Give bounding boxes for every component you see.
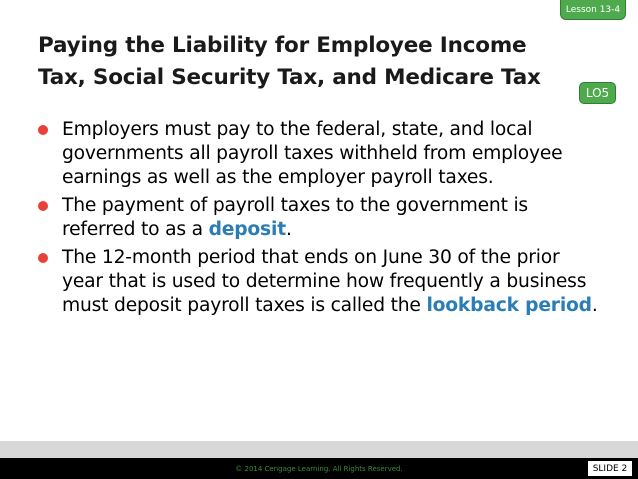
slide-title: Paying the Liability for Employee Income Tax, Social Security Tax, and Medicare Tax bbox=[38, 33, 541, 90]
key-term-lookback-period: lookback period bbox=[426, 295, 592, 316]
footer-divider bbox=[0, 441, 638, 458]
copyright-text: © 2014 Cengage Learning. All Rights Reserved. bbox=[235, 464, 403, 473]
lesson-badge: Lesson 13-4 bbox=[560, 0, 626, 20]
bullet-text-end: . bbox=[591, 295, 598, 316]
bullet-list bbox=[38, 118, 598, 322]
bullet-item bbox=[38, 118, 598, 190]
bullet-dot-icon bbox=[38, 201, 48, 211]
learning-objective-badge: LO5 bbox=[579, 82, 616, 104]
key-term-deposit: deposit bbox=[208, 219, 286, 240]
bullet-item bbox=[38, 246, 598, 318]
bullet-text: Employers must pay to the federal, state, and local governments all payroll taxes withheld from employee earnings as well as the employer payroll taxes. bbox=[62, 119, 563, 188]
footer-bar bbox=[0, 458, 638, 479]
slide-number: SLIDE 2 bbox=[588, 461, 632, 476]
bullet-dot-icon bbox=[38, 125, 48, 135]
bullet-text-end: . bbox=[285, 219, 292, 240]
bullet-item bbox=[38, 194, 598, 242]
bullet-text: The 12-month period that ends on June 30 of the prior year that is used to determine how frequently a business must deposit payroll taxes is called the bbox=[62, 247, 587, 316]
bullet-dot-icon bbox=[38, 253, 48, 263]
bullet-text: The payment of payroll taxes to the government is referred to as a bbox=[62, 195, 528, 240]
